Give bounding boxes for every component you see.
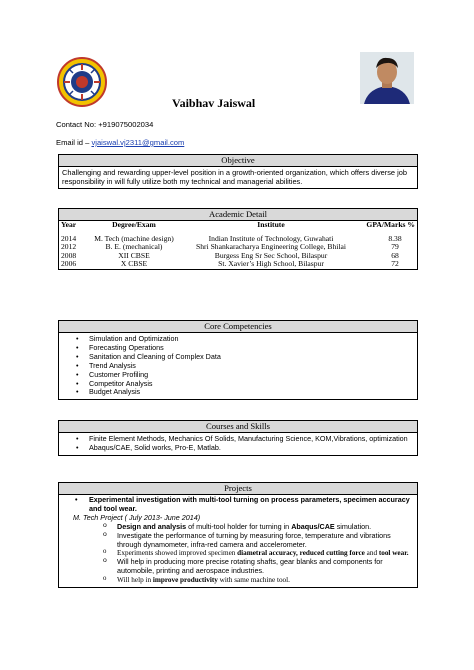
marks-cell: 68 (391, 250, 399, 260)
degree-cell: X CBSE (120, 259, 148, 268)
academic-table (59, 221, 417, 269)
courses-heading: Courses and Skills (59, 421, 417, 433)
point-text-bold: improve productivity (152, 576, 218, 585)
email-label: Email id – (56, 138, 90, 147)
email-link[interactable]: vjaiswal.vj2311@gmail.com (91, 138, 185, 147)
column-header: Year (61, 220, 77, 229)
competencies-heading: Core Competencies (59, 321, 417, 333)
list-item: • Finite Element Methods, Mechanics Of Solids, Manufacturing Science, KOM,Vibrations, optimization (89, 435, 417, 444)
institute-cell: St. Xavier’s High School, Bilaspur (218, 259, 324, 268)
marks-cell: 8.38 (388, 233, 402, 243)
projects-section (58, 482, 418, 588)
courses-section (58, 420, 418, 456)
project-title: • Experimental investigation with multi-tool turning on process parameters, specimen accuracy and tool wear. (61, 496, 415, 514)
point-text-bold: tool wear. (378, 549, 409, 558)
marks-cell: 79 (391, 242, 399, 251)
objective-section (58, 154, 418, 189)
point-text-bold: Design and analysis (117, 521, 187, 531)
point-text-bold: Abaqus/CAE (291, 521, 335, 531)
list-item: • Forecasting Operations (89, 344, 417, 353)
list-item: • Trend Analysis (89, 362, 417, 371)
list-item: • Sanitation and Cleaning of Complex Data (89, 353, 417, 362)
column-header: GPA/Marks % (366, 220, 415, 229)
candidate-name: Vaibhav Jaiswal (172, 96, 256, 110)
academic-section (58, 208, 418, 270)
point-text: and (364, 549, 379, 558)
objective-heading: Objective (59, 155, 417, 167)
contact-label: Contact No: (56, 120, 97, 129)
point-text-bold: diametral accuracy, reduced cutting force (237, 549, 365, 558)
projects-body (59, 495, 417, 587)
degree-cell: XII CBSE (118, 250, 150, 260)
marks-cell: 72 (391, 259, 399, 268)
competencies-list (59, 333, 417, 399)
institute-cell: Shri Shankaracharya Engineering College, Bhilai (196, 242, 346, 251)
year-cell: 2006 (61, 259, 77, 268)
list-item: • Budget Analysis (89, 388, 417, 397)
year-cell: 2014 (61, 233, 77, 243)
table-header-row (59, 221, 417, 235)
institute-cell: Indian Institute of Technology, Guwahati (208, 233, 334, 243)
profile-photo (360, 52, 414, 104)
list-item: • Customer Profiling (89, 371, 417, 380)
projects-heading: Projects (59, 483, 417, 495)
courses-list (59, 433, 417, 455)
institute-logo (56, 56, 108, 108)
year-cell: 2012 (61, 242, 77, 251)
point-text: Experiments showed improved specimen (117, 549, 238, 558)
academic-heading: Academic Detail (59, 209, 417, 221)
point-text: with same machine tool. (217, 576, 290, 585)
competencies-section (58, 320, 418, 400)
point-text: simulation. (334, 521, 372, 531)
column-header: Institute (257, 220, 285, 229)
list-item: • Simulation and Optimization (89, 335, 417, 344)
project-point (61, 576, 415, 585)
point-text: Will help in (117, 576, 153, 585)
project-point: o Will help in producing more precise rotating shafts, gear blanks and components for automobile, printing and aerospace industries. (61, 558, 415, 576)
email-line (56, 138, 184, 147)
objective-text: Challenging and rewarding upper-level position in a growth-oriented organization, which offers diverse job responsibility in will fully utilize both my technical and managerial abilities. (62, 168, 407, 187)
contact-line (56, 120, 153, 129)
institute-cell: Burgess Eng Sr Sec School, Bilaspur (214, 250, 328, 260)
list-item: • Competitor Analysis (89, 380, 417, 389)
contact-value: +919075002034 (98, 120, 154, 129)
project-subtitle: M. Tech Project ( July 2013- June 2014) (73, 512, 201, 522)
year-cell: 2008 (61, 250, 77, 260)
table-row (59, 260, 417, 269)
degree-cell: M. Tech (machine design) (94, 233, 174, 243)
column-header: Degree/Exam (112, 220, 156, 229)
project-point: o Investigate the performance of turning by measuring force, temperature and vibrations through dynamometer, infra-red camera and accelerometer. (61, 532, 415, 550)
list-item: • Abaqus/CAE, Solid works, Pro-E, Matlab. (89, 444, 417, 453)
degree-cell: B. E. (mechanical) (105, 242, 163, 251)
point-text: of multi-tool holder for turning in (186, 521, 292, 531)
